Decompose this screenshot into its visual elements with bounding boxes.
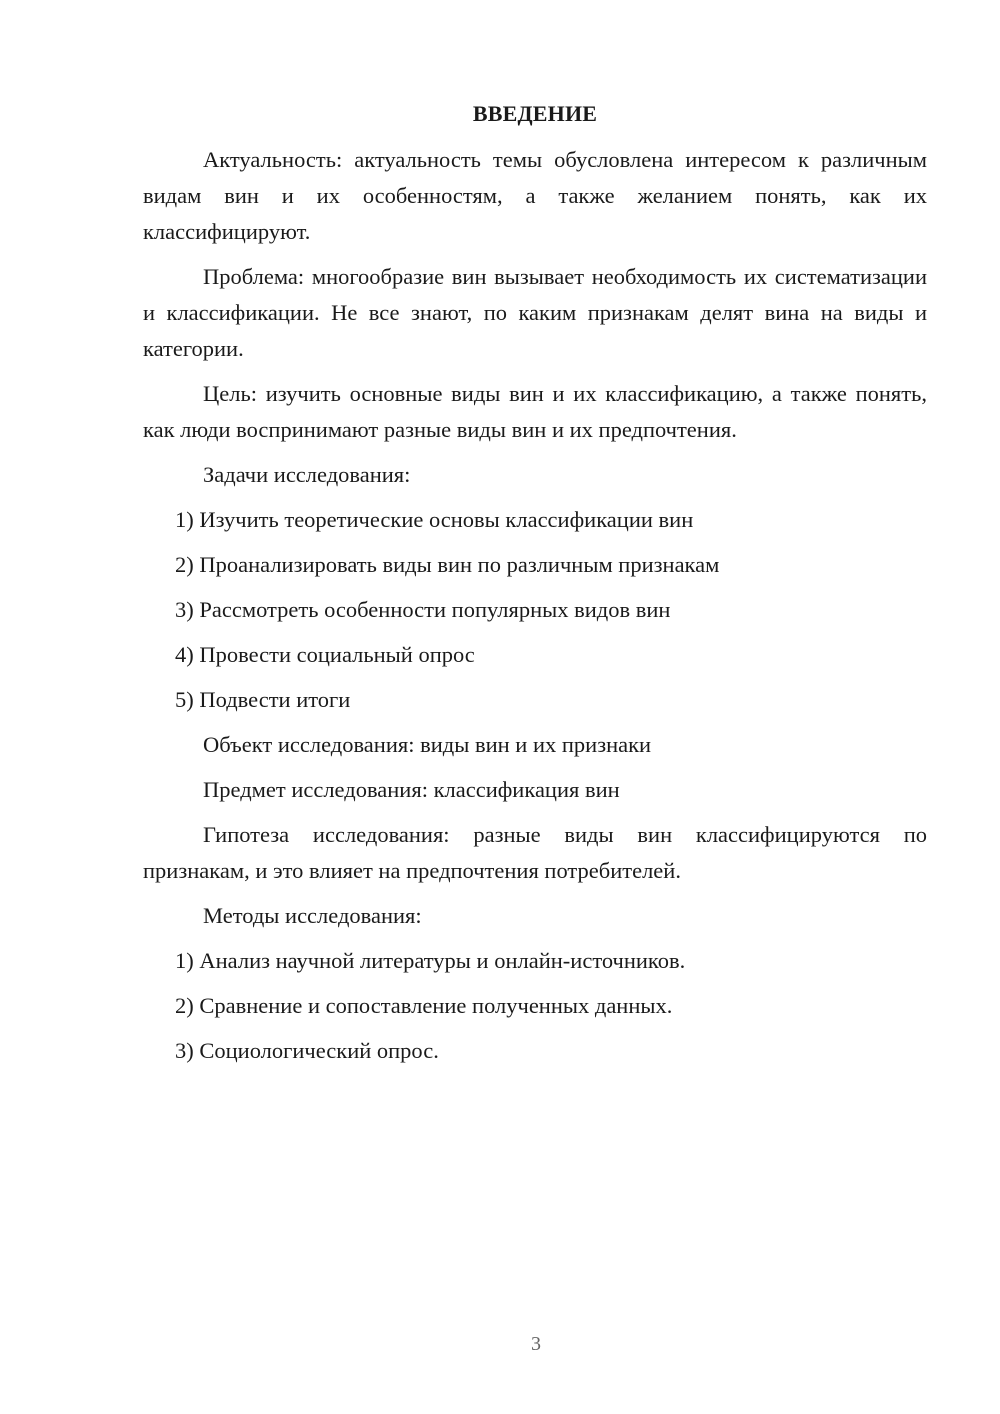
methods-list — [143, 943, 927, 1069]
list-item: 1) Анализ научной литературы и онлайн-источников. — [175, 948, 686, 973]
section-title: ВВЕДЕНИЕ — [472, 101, 598, 126]
hypothesis-paragraph: Гипотеза исследования: разные виды вин классифицируются по признакам, и это влияет на предпочтения потребителей. — [143, 822, 927, 883]
document-page — [143, 96, 927, 1078]
methods-heading: Методы исследования: — [203, 903, 422, 928]
list-item: 1) Изучить теоретические основы классификации вин — [175, 507, 694, 532]
list-item: 2) Проанализировать виды вин по различным признакам — [175, 552, 720, 577]
tasks-list — [143, 502, 927, 718]
relevance-paragraph: Актуальность: актуальность темы обусловлена интересом к различным видам вин и их особенностям, а также желанием понять, как их классифицируют. — [143, 147, 927, 244]
list-item: 5) Подвести итоги — [175, 687, 351, 712]
goal-paragraph: Цель: изучить основные виды вин и их классификацию, а также понять, как люди воспринимают разные виды вин и их предпочтения. — [143, 381, 927, 442]
list-item: 3) Рассмотреть особенности популярных видов вин — [175, 597, 671, 622]
page-number: 3 — [531, 1333, 541, 1355]
list-item: 3) Социологический опрос. — [175, 1038, 439, 1063]
object-line: Объект исследования: виды вин и их признаки — [203, 732, 652, 757]
list-item: 2) Сравнение и сопоставление полученных данных. — [175, 993, 673, 1018]
tasks-heading: Задачи исследования: — [203, 462, 411, 487]
list-item: 4) Провести социальный опрос — [175, 642, 475, 667]
subject-line: Предмет исследования: классификация вин — [203, 777, 620, 802]
problem-paragraph: Проблема: многообразие вин вызывает необходимость их систематизации и классификации. Не все знают, по каким признакам делят вина на виды и категории. — [143, 264, 927, 361]
